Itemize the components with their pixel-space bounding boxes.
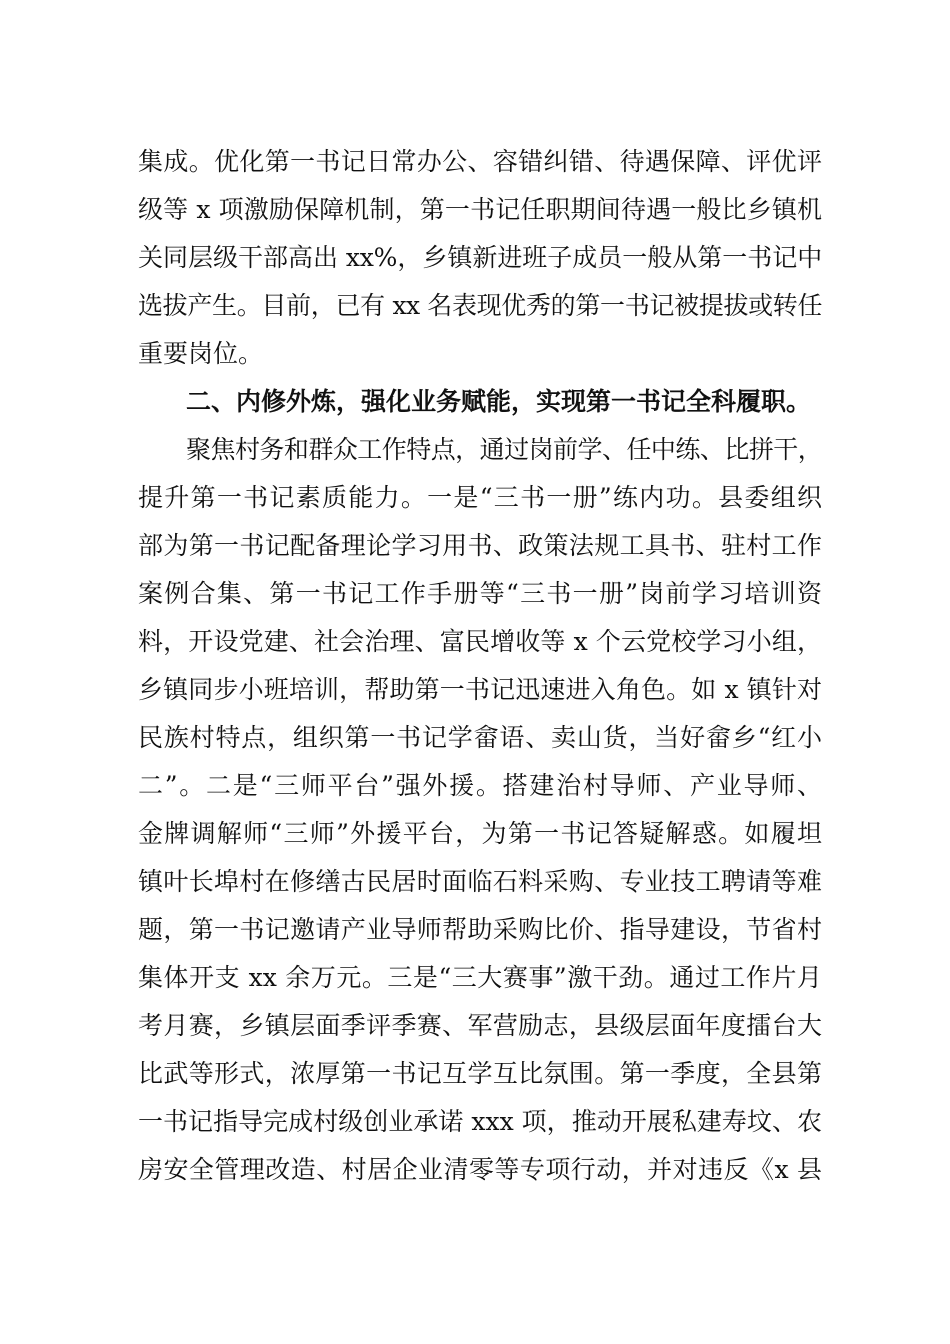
section2-line-7: 民族村特点，组织第一书记学畲语、卖山货，当好畲乡“红小 (138, 723, 822, 752)
paragraph1-line-3: 关同层级干部高出 xx%，乡镇新进班子成员一般从第一书记中 (138, 243, 822, 272)
section2-line-6: 乡镇同步小班培训，帮助第一书记迅速进入角色。如 x 镇针对 (138, 675, 822, 704)
paragraph1-line-4: 选拔产生。目前，已有 xx 名表现优秀的第一书记被提拔或转任 (138, 291, 822, 320)
section2-line-15: 一书记指导完成村级创业承诺 xxx 项，推动开展私建寿坟、农 (138, 1107, 822, 1136)
paragraph1-line-2: 级等 x 项激励保障机制，第一书记任职期间待遇一般比乡镇机 (138, 195, 822, 224)
section2-line-3: 部为第一书记配备理论学习用书、政策法规工具书、驻村工作 (138, 531, 822, 560)
section2-line-16: 房安全管理改造、村居企业清零等专项行动，并对违反《x 县 (138, 1155, 822, 1184)
section2-line-10: 镇叶长埠村在修缮古民居时面临石料采购、专业技工聘请等难 (138, 867, 822, 896)
section2-heading: 二、内修外炼，强化业务赋能，实现第一书记全科履职。 (186, 387, 812, 416)
section2-line-8: 二”。二是“三师平台”强外援。搭建治村导师、产业导师、 (138, 771, 822, 800)
section2-line-2: 提升第一书记素质能力。一是“三书一册”练内功。县委组织 (138, 483, 822, 512)
section2-line-12: 集体开支 xx 余万元。三是“三大赛事”激干劲。通过工作片月 (138, 963, 822, 992)
section2-line-5: 料，开设党建、社会治理、富民增收等 x 个云党校学习小组， (138, 627, 822, 656)
paragraph1-line-1: 集成。优化第一书记日常办公、容错纠错、待遇保障、评优评 (138, 147, 822, 176)
paragraph1-line-5: 重要岗位。 (138, 339, 264, 368)
section2-line-1: 聚焦村务和群众工作特点，通过岗前学、任中练、比拼干， (186, 435, 822, 464)
section2-line-4: 案例合集、第一书记工作手册等“三书一册”岗前学习培训资 (138, 579, 822, 608)
section2-line-9: 金牌调解师“三师”外援平台，为第一书记答疑解惑。如履坦 (138, 819, 822, 848)
section2-line-11: 题，第一书记邀请产业导师帮助采购比价、指导建设，节省村 (138, 915, 822, 944)
section2-line-13: 考月赛，乡镇层面季评季赛、军营励志，县级层面年度擂台大 (138, 1011, 822, 1040)
section2-line-14: 比武等形式，浓厚第一书记互学互比氛围。第一季度，全县第 (138, 1059, 822, 1088)
